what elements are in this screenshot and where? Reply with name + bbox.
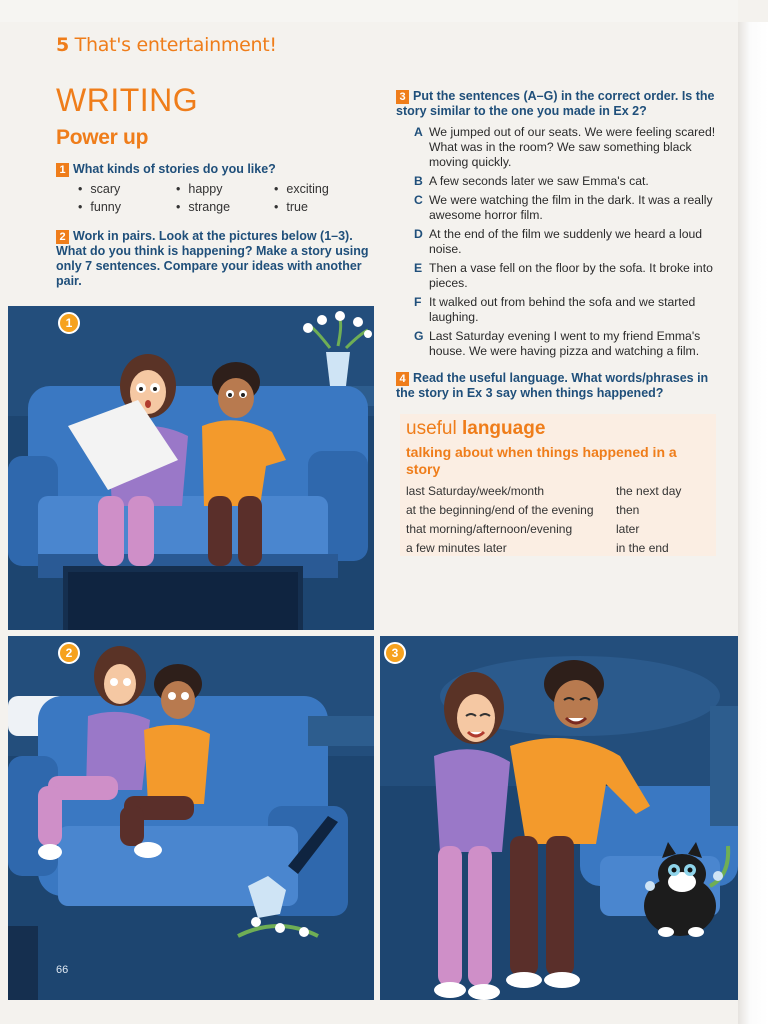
- sentence-letter: B: [414, 174, 423, 188]
- illustration-scared-kids-watching-tv: [8, 306, 374, 630]
- phrase-table: [406, 484, 712, 560]
- sentence-text: We jumped out of our seats. We were feeling scared! What was in the room? We saw something black moving quickly.: [429, 125, 716, 169]
- phrase-left: that morning/afternoon/evening: [406, 522, 573, 536]
- exercise-number: 2: [56, 230, 69, 244]
- list-item: • strange: [176, 200, 274, 214]
- sentence-text: It walked out from behind the sofa and we started laughing.: [429, 295, 696, 324]
- sentence-text: Then a vase fell on the floor by the sofa. It broke into pieces.: [429, 261, 713, 290]
- phrase-right: later: [616, 522, 640, 536]
- section-title: WRITING: [56, 82, 199, 118]
- list-item: • true: [274, 200, 372, 214]
- exercise-2: [56, 229, 374, 289]
- title-bold: language: [461, 418, 546, 439]
- phrase-left: last Saturday/week/month: [406, 484, 545, 498]
- picture-number: 3: [384, 642, 406, 664]
- exercise-instruction: Read the useful language. What words/phrases in the story in Ex 3 say when things happened?: [396, 371, 709, 400]
- sentence-f: [414, 295, 716, 325]
- sentence-g: [414, 329, 716, 359]
- phrase-left: at the beginning/end of the evening: [406, 503, 594, 517]
- useful-language-box: [400, 414, 716, 556]
- exercise-instruction: Work in pairs. Look at the pictures below (1–3). What do you think is happening? Make a story using only 7 sentences. Compare your ideas with another pair.: [56, 229, 369, 288]
- list-item: • happy: [176, 182, 274, 196]
- picture-number: 1: [58, 312, 80, 334]
- sentence-b: [414, 174, 716, 189]
- phrase-row: [406, 484, 712, 503]
- picture-1: [8, 306, 374, 630]
- illustration-kids-laughing-with-cat: [380, 636, 738, 1000]
- page-edge: [738, 22, 768, 1024]
- unit-title: [56, 34, 277, 56]
- sentence-text: Last Saturday evening I went to my friend Emma's house. We were having pizza and watching a film.: [429, 329, 701, 358]
- title-light: useful: [406, 418, 457, 439]
- story-type-list: [78, 182, 368, 214]
- sentence-letter: F: [414, 295, 422, 309]
- unit-name: That's entertainment!: [74, 34, 277, 56]
- picture-number: 2: [58, 642, 80, 664]
- list-item: • exciting: [274, 182, 372, 196]
- sentence-text: We were watching the film in the dark. It was a really awesome horror film.: [429, 193, 713, 222]
- sentence-a: [414, 125, 716, 170]
- exercise-number: 1: [56, 163, 69, 177]
- picture-3: [380, 636, 738, 1000]
- phrase-left: a few minutes later: [406, 541, 507, 555]
- exercise-instruction: Put the sentences (A–G) in the correct order. Is the story similar to the one you made in Ex 2?: [396, 89, 715, 118]
- illustration-kids-jump-at-noise: [8, 636, 374, 1000]
- phrase-right: in the end: [616, 541, 669, 555]
- sentence-letter: G: [414, 329, 424, 343]
- exercise-instruction: What kinds of stories do you like?: [73, 162, 276, 176]
- sentence-letter: E: [414, 261, 423, 275]
- exercise-4: [396, 371, 716, 401]
- sentence-d: [414, 227, 716, 257]
- picture-2: [8, 636, 374, 1000]
- sentence-letter: C: [414, 193, 423, 207]
- useful-language-title: [406, 418, 545, 440]
- phrase-row: [406, 522, 712, 541]
- sentence-text: At the end of the film we suddenly we heard a loud noise.: [429, 227, 703, 256]
- sentence-letter: D: [414, 227, 423, 241]
- section-subtitle: Power up: [56, 126, 149, 149]
- sentence-e: [414, 261, 716, 291]
- story-sentences: [414, 125, 716, 363]
- phrase-right: the next day: [616, 484, 682, 498]
- exercise-3: [396, 89, 716, 119]
- useful-language-subtitle: talking about when things happened in a story: [406, 444, 677, 477]
- list-item: • scary: [78, 182, 176, 196]
- exercise-1: [56, 162, 356, 177]
- sentence-letter: A: [414, 125, 423, 139]
- exercise-number: 3: [396, 90, 409, 104]
- phrase-right: then: [616, 503, 640, 517]
- phrase-row: [406, 541, 712, 560]
- phrase-row: [406, 503, 712, 522]
- page-top-margin: [0, 0, 738, 22]
- exercise-number: 4: [396, 372, 409, 386]
- list-item: • funny: [78, 200, 176, 214]
- unit-number: 5: [56, 34, 69, 56]
- page-number: 66: [56, 964, 69, 976]
- sentence-c: [414, 193, 716, 223]
- sentence-text: A few seconds later we saw Emma's cat.: [429, 174, 649, 188]
